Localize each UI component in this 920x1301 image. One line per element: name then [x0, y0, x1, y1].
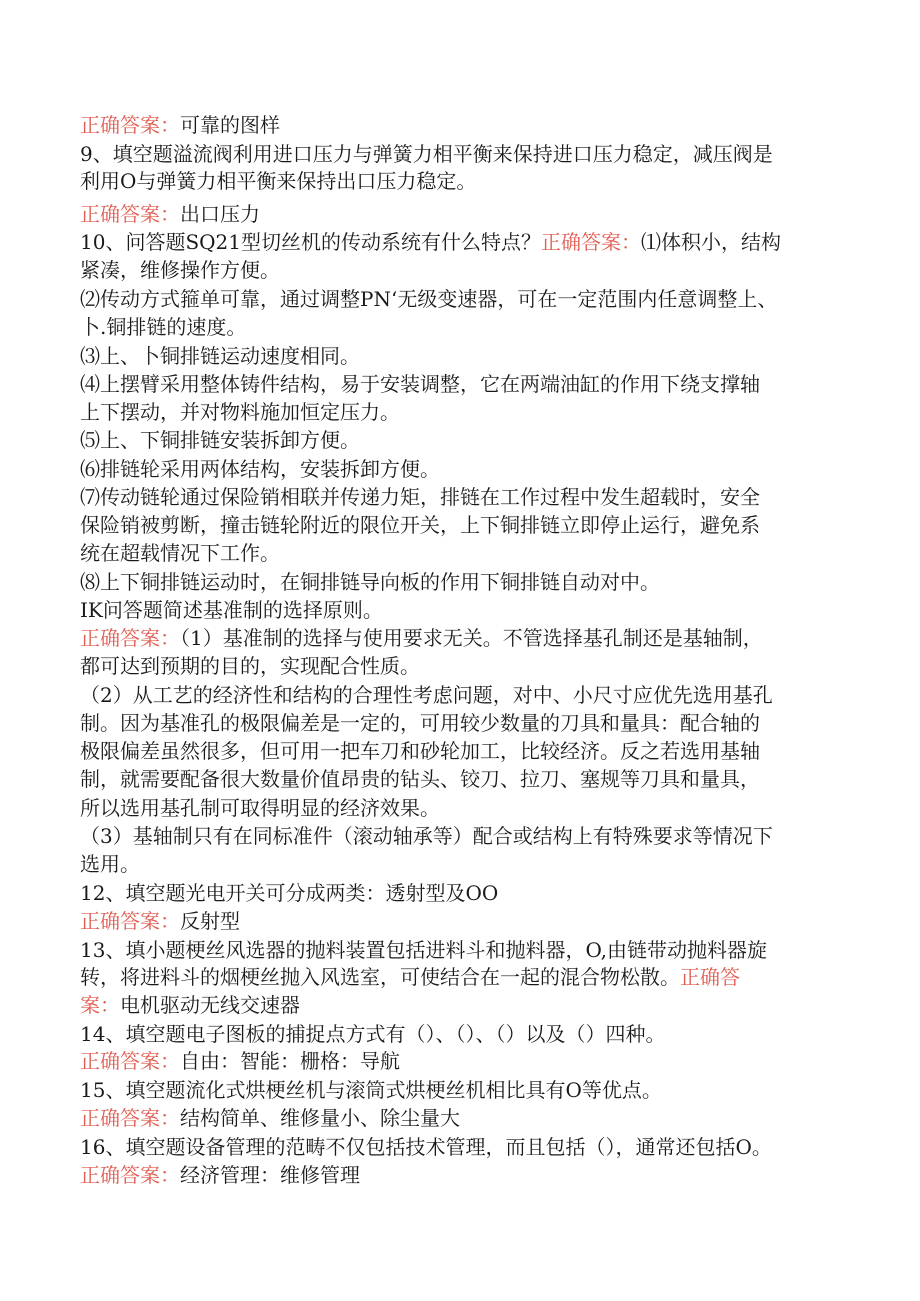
line-text: 保险销被剪断，撞击链轮附近的限位开关，上下铜排链立即停止运行，避免系 — [80, 513, 760, 537]
line-text: 自由：智能：栅格：导航 — [180, 1049, 400, 1073]
text-line — [80, 314, 840, 340]
text-line — [80, 1162, 840, 1188]
line-text: 制。因为基准孔的极限偏差是一定的，可用较少数量的刀具和量具：配合轴的 — [80, 711, 760, 735]
line-text: ⑹排链轮采用两体结构，安装拆卸方便。 — [80, 457, 440, 481]
text-line — [80, 964, 840, 990]
line-text: 卜.铜排链的速度。 — [80, 315, 247, 339]
text-line — [80, 992, 840, 1018]
line-text: ⑶上、卜铜排链运动速度相同。 — [80, 344, 360, 368]
line-text: 9、填空题溢流阀利用进口压力与弹簧力相平衡来保持进口压力稳定，减压阀是 — [80, 142, 773, 166]
line-text: ⑺传动链轮通过保险销相联并传递力矩，排链在工作过程中发生超载时，安全 — [80, 485, 760, 509]
line-text: 出口压力 — [180, 202, 260, 226]
line-text: ⑷上摆臂采用整体铸件结构，易于安装调整，它在两端油缸的作用下绕支撑轴 — [80, 372, 760, 396]
text-line — [80, 399, 840, 425]
line-text: 反射型 — [180, 909, 240, 933]
line-text: 经济管理：维修管理 — [180, 1163, 360, 1187]
line-text: ⑵传动方式箍单可靠，通过调整PN‘无级变速器，可在一定范围内任意调整上、 — [80, 287, 778, 311]
text-line — [80, 795, 840, 821]
answer-label: 案： — [80, 993, 120, 1017]
answer-label: 正确答案： — [80, 202, 180, 226]
text-line — [80, 1134, 840, 1160]
text-line — [80, 1105, 840, 1131]
answer-label: 正确答案： — [80, 1106, 180, 1130]
text-line — [80, 880, 840, 906]
line-text: 都可达到预期的目的，实现配合性质。 — [80, 654, 420, 678]
text-line — [80, 908, 840, 934]
line-text: 10、问答题SQ21型切丝机的传动系统有什么特点？ — [80, 230, 541, 254]
line-text: 紧凑，维修操作方便。 — [80, 258, 280, 282]
line-text: 14、填空题电子图板的捕捉点方式有（）、（）、（）以及（）四种。 — [80, 1022, 666, 1046]
text-line — [80, 512, 840, 538]
text-line — [80, 168, 840, 194]
text-line — [80, 851, 840, 877]
line-text: 12、填空题光电开关可分成两类：透射型及OO — [80, 881, 499, 905]
line-text: ⑸上、下铜排链安装拆卸方便。 — [80, 428, 360, 452]
line-text: ⑻上下铜排链运动时，在铜排链导向板的作用下铜排链自动对中。 — [80, 570, 660, 594]
text-line — [80, 540, 840, 566]
line-text: 选用。 — [80, 852, 140, 876]
line-text: 结构简单、维修量小、除尘量大 — [180, 1106, 460, 1130]
text-line — [80, 625, 840, 651]
answer-label: 正确答案： — [80, 113, 180, 137]
text-line — [80, 682, 840, 708]
text-line — [80, 823, 840, 849]
text-line — [80, 569, 840, 595]
text-line — [80, 1048, 840, 1074]
line-text: 16、填空题设备管理的范畴不仅包括技术管理，而且包括（），通常还包括O。 — [80, 1135, 772, 1159]
line-text: 可靠的图样 — [180, 113, 280, 137]
text-line — [80, 286, 840, 312]
line-text: 利用O与弹簧力相平衡来保持出口压力稳定。 — [80, 169, 477, 193]
answer-label: 正确答案： — [80, 626, 180, 650]
line-text: 转，将进料斗的烟梗丝抛入风选室，可使结合在一起的混合物松散。 — [80, 965, 680, 989]
text-line — [80, 229, 840, 255]
text-line — [80, 597, 840, 623]
text-line — [80, 766, 840, 792]
text-line — [80, 1021, 840, 1047]
text-line — [80, 427, 840, 453]
text-line — [80, 456, 840, 482]
answer-label: 正确答案： — [80, 909, 180, 933]
text-line — [80, 1077, 840, 1103]
line-text: （3）基轴制只有在同标准件（滚动轴承等）配合或结构上有特殊要求等情况下 — [80, 824, 773, 848]
line-text: ⑴体积小，结构 — [641, 230, 781, 254]
text-line — [80, 141, 840, 167]
line-text: 上下摆动，并对物料施加恒定压力。 — [80, 400, 400, 424]
text-line — [80, 653, 840, 679]
answer-label: 正确答案： — [80, 1163, 180, 1187]
text-line — [80, 257, 840, 283]
text-line — [80, 112, 840, 138]
line-text: 极限偏差虽然很多，但可用一把车刀和砂轮加工，比较经济。反之若选用基轴 — [80, 739, 760, 763]
line-text: 统在超载情况下工作。 — [80, 541, 280, 565]
answer-label: 正确答案： — [80, 1049, 180, 1073]
text-line — [80, 937, 840, 963]
text-line — [80, 343, 840, 369]
line-text: IK问答题简述基准制的选择原则。 — [80, 598, 383, 622]
line-text: 电机驱动无线交速器 — [120, 993, 300, 1017]
answer-label: 正确答 — [680, 965, 740, 989]
line-text: 制，就需要配备很大数量价值昂贵的钻头、铰刀、拉刀、塞规等刀具和量具， — [80, 767, 760, 791]
line-text: （1）基准制的选择与使用要求无关。不管选择基孔制还是基轴制， — [180, 626, 763, 650]
text-line — [80, 484, 840, 510]
line-text: （2）从工艺的经济性和结构的合理性考虑问题，对中、小尺寸应优先选用基孔 — [80, 683, 773, 707]
text-line — [80, 710, 840, 736]
line-text: 15、填空题流化式烘梗丝机与滚筒式烘梗丝机相比具有O等优点。 — [80, 1078, 662, 1102]
text-line — [80, 201, 840, 227]
line-text: 13、填小题梗丝风选器的抛料装置包括进料斗和抛料器，O,由链带动抛料器旋 — [80, 938, 768, 962]
line-text: 所以选用基孔制可取得明显的经济效果。 — [80, 796, 440, 820]
text-line — [80, 738, 840, 764]
text-line — [80, 371, 840, 397]
answer-label: 正确答案： — [541, 230, 641, 254]
